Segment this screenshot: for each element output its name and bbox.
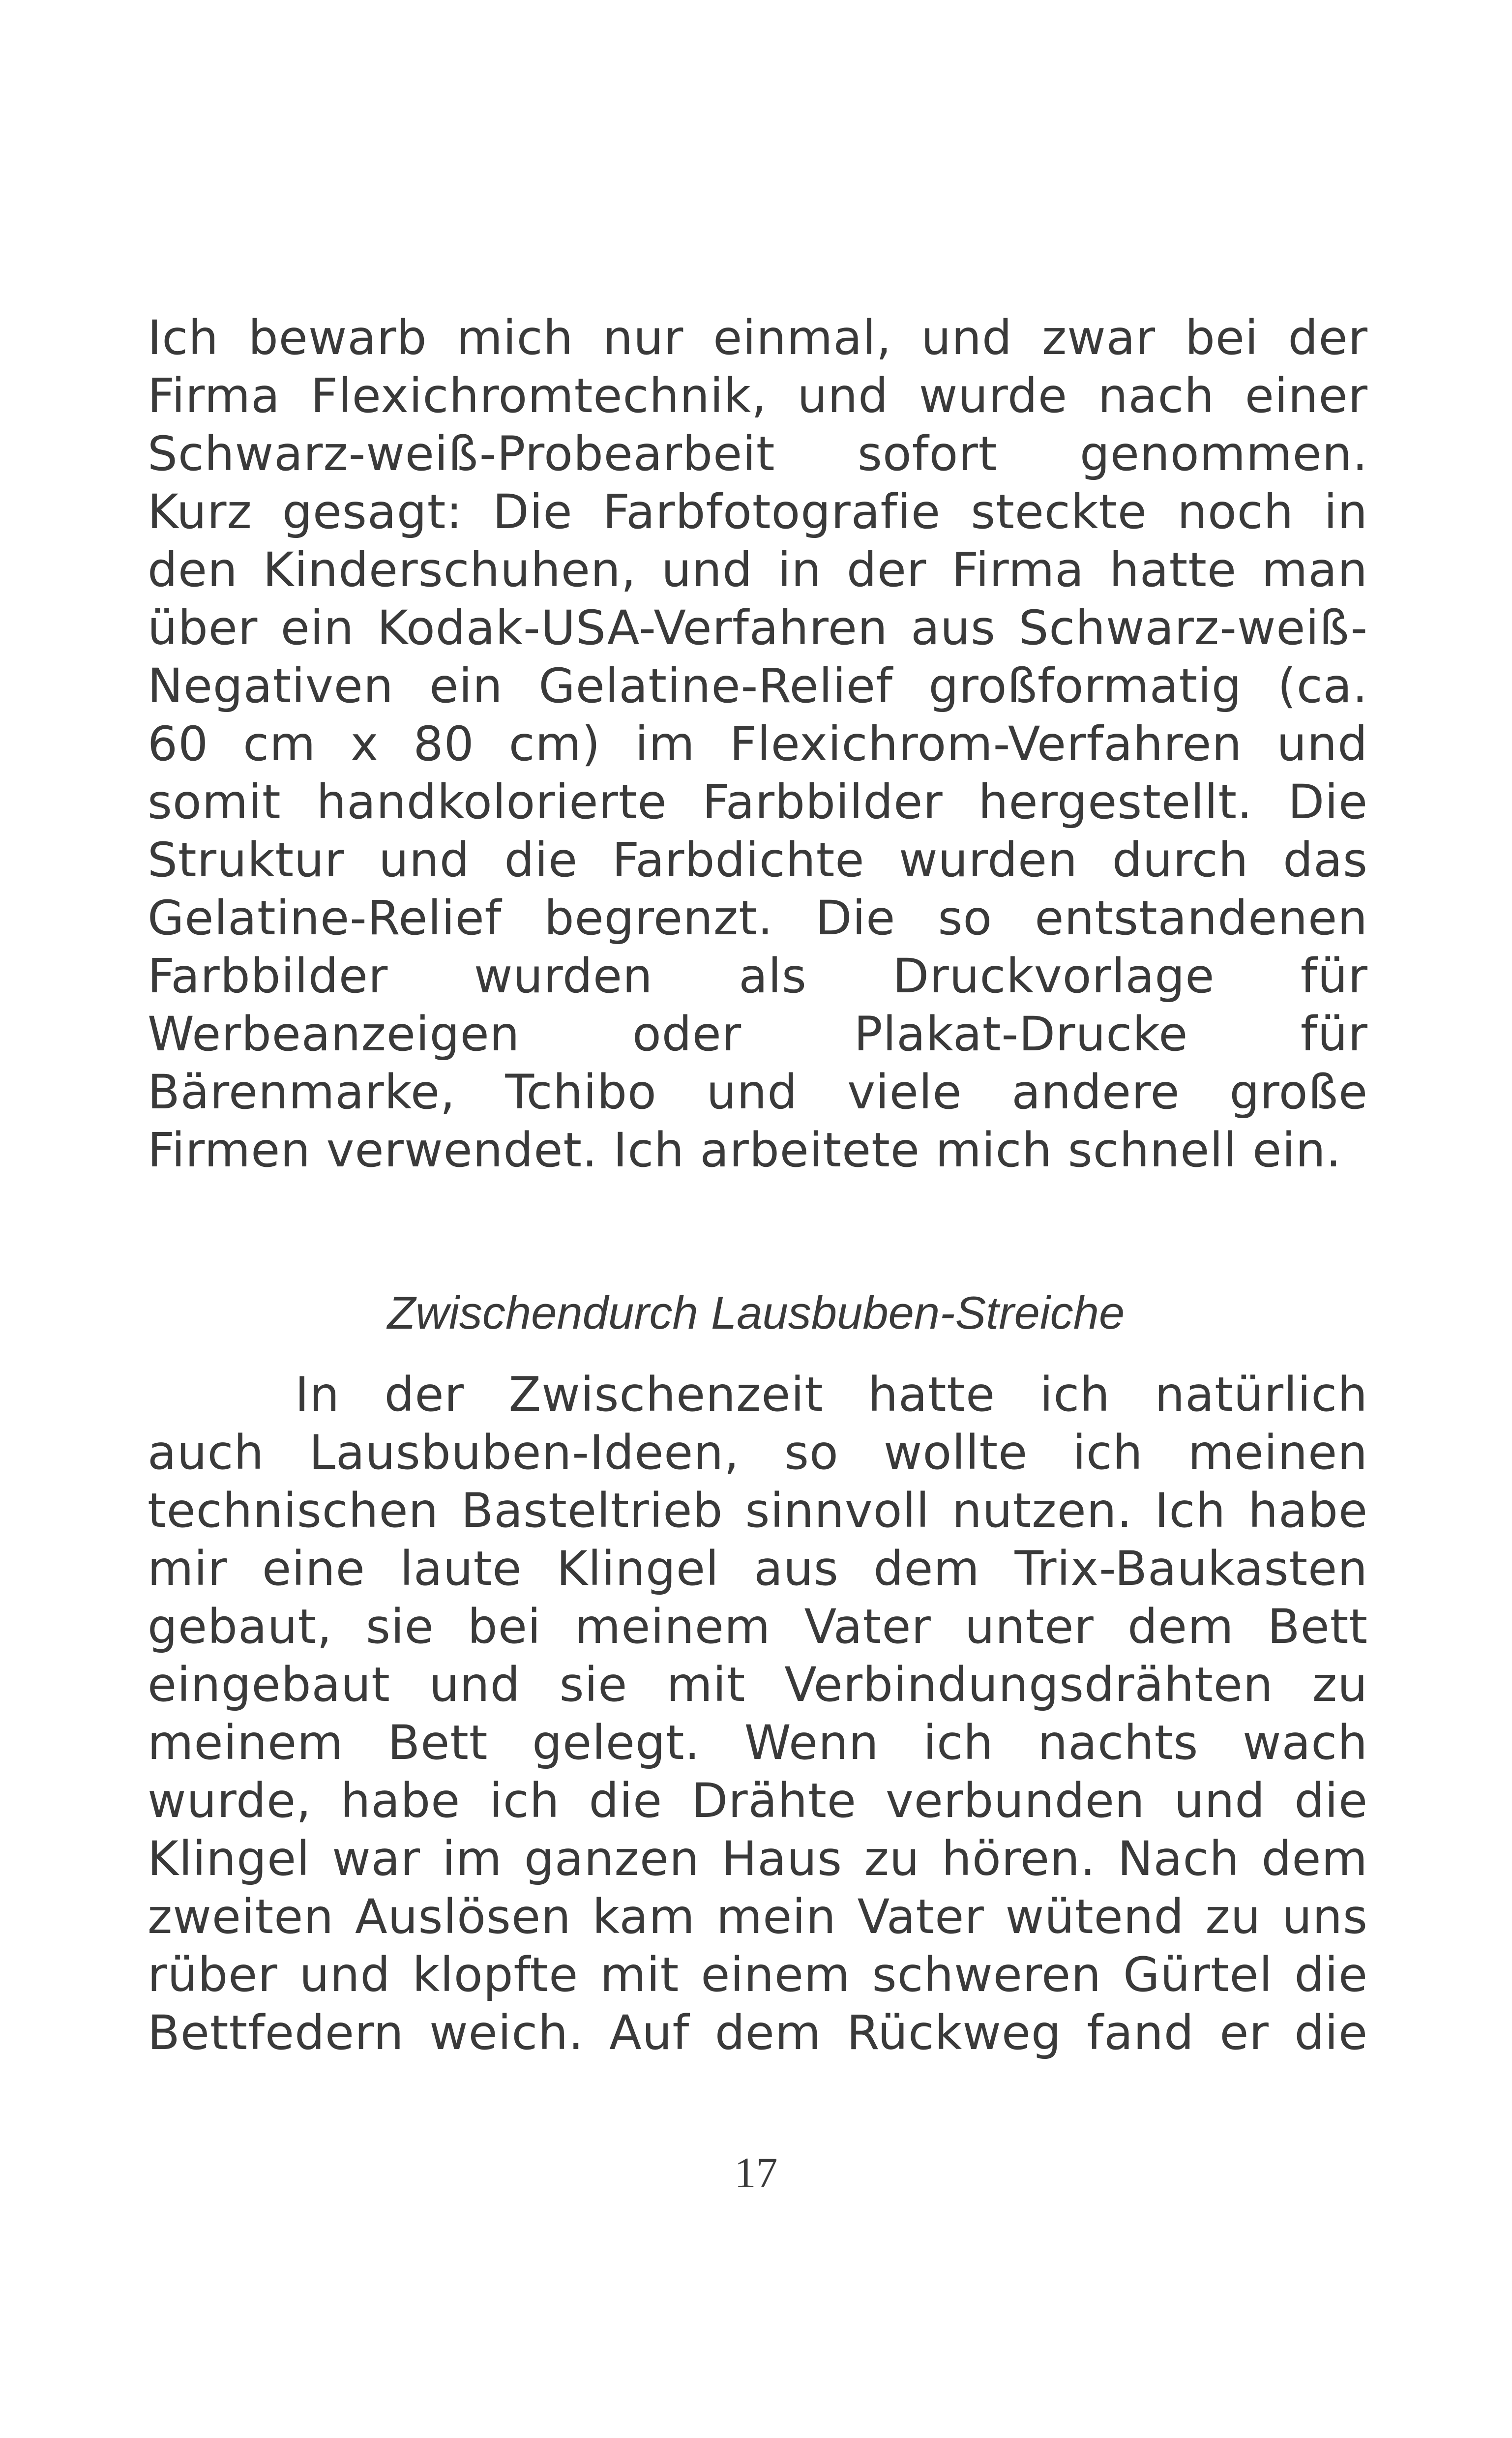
text-line: gebaut, sie bei meinem Vater unter dem Bett <box>148 1599 1368 1654</box>
paragraph-flexichrom <box>148 309 1368 1179</box>
text-line: Bärenmarke, Tchibo und viele andere große <box>148 1065 1368 1120</box>
text-line: Farbbilder wurden als Druckvorlage für <box>148 949 1368 1004</box>
paragraph-lausbuben <box>148 1366 1368 2062</box>
text-line: Bettfedern weich. Auf dem Rückweg fand er die <box>148 2005 1368 2060</box>
text-line: Negativen ein Gelatine-Relief großformatig (ca. <box>148 658 1368 714</box>
text-line: wurde, habe ich die Drähte verbunden und die <box>148 1773 1368 1828</box>
text-line: Struktur und die Farbdichte wurden durch das <box>148 832 1368 888</box>
text-line: Klingel war im ganzen Haus zu hören. Nach dem <box>148 1831 1368 1886</box>
section-heading: Zwischendurch Lausbuben-Streiche <box>387 1287 1125 1338</box>
text-line: Werbeanzeigen oder Plakat-Drucke für <box>148 1007 1368 1062</box>
text-line: über ein Kodak-USA-Verfahren aus Schwarz-weiß- <box>148 600 1368 655</box>
page-number: 17 <box>734 2149 778 2197</box>
text-line: 60 cm x 80 cm) im Flexichrom-Verfahren und <box>148 716 1368 772</box>
text-line: Schwarz-weiß-Probearbeit sofort genommen. <box>148 426 1368 481</box>
text-line: Kurz gesagt: Die Farbfotografie steckte noch in <box>148 484 1368 539</box>
text-line: technischen Basteltrieb sinnvoll nutzen. Ich habe <box>148 1483 1368 1538</box>
text-line: Firmen verwendet. Ich arbeitete mich schnell ein. <box>148 1123 1342 1178</box>
text-line: Gelatine-Relief begrenzt. Die so entstandenen <box>148 891 1368 946</box>
text-line: den Kinderschuhen, und in der Firma hatte man <box>148 542 1368 597</box>
text-line: mir eine laute Klingel aus dem Trix-Baukasten <box>148 1541 1368 1596</box>
text-line: Ich bewarb mich nur einmal, und zwar bei der <box>148 310 1368 365</box>
text-line: somit handkolorierte Farbbilder hergestellt. Die <box>148 774 1368 830</box>
text-line: auch Lausbuben-Ideen, so wollte ich meinen <box>148 1425 1368 1480</box>
text-line: eingebaut und sie mit Verbindungsdrähten zu <box>148 1657 1368 1712</box>
text-line: rüber und klopfte mit einem schweren Gürtel die <box>148 1947 1368 2002</box>
text-line: Firma Flexichromtechnik, und wurde nach einer <box>148 368 1368 423</box>
text-line: In der Zwischenzeit hatte ich natürlich <box>295 1367 1368 1422</box>
text-line: zweiten Auslösen kam mein Vater wütend zu uns <box>148 1889 1368 1944</box>
text-line: meinem Bett gelegt. Wenn ich nachts wach <box>148 1715 1368 1770</box>
